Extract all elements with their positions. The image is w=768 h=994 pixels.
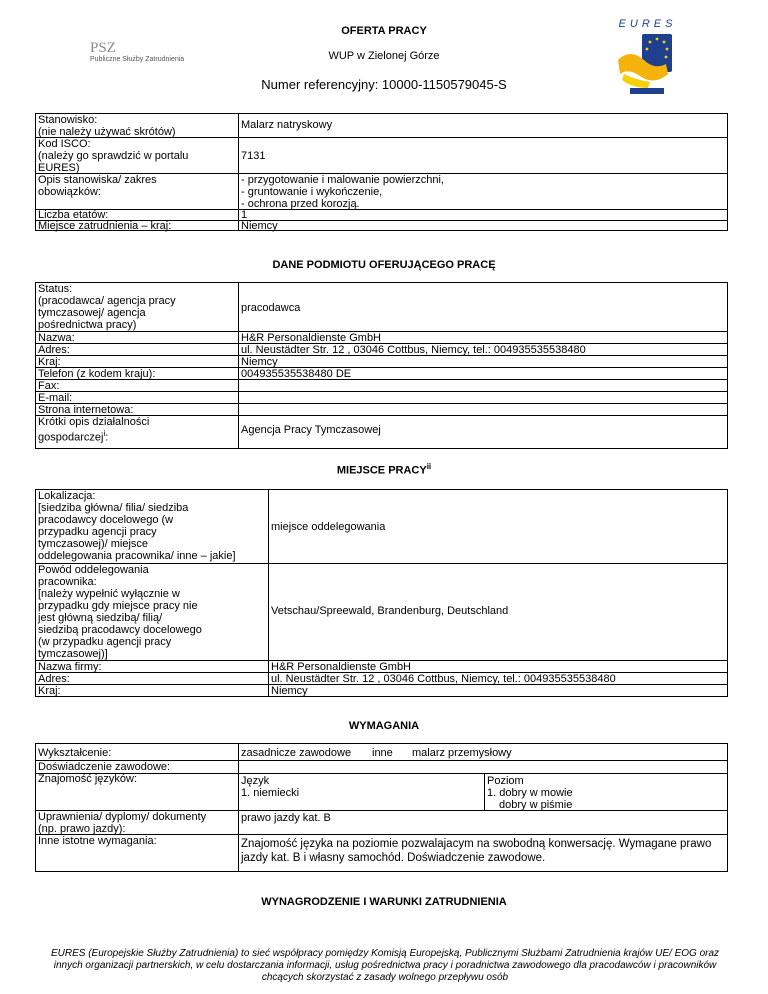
employer-email-label: E-mail: <box>38 392 73 404</box>
etaty-label: Liczba etatów: <box>38 209 109 221</box>
reason-value: Vetschau/Spreewald, Brandenburg, Deutschland <box>271 605 509 617</box>
eures-logo-text: EURES <box>618 18 677 30</box>
experience-label: Doświadczenie zawodowe: <box>38 761 171 773</box>
psz-logo-subtitle: Publiczne Służby Zatrudnienia <box>90 56 185 63</box>
permits-value: prawo jazdy kat. B <box>241 812 331 824</box>
education-value-main: zasadnicze zawodowe <box>241 747 352 759</box>
eures-logo <box>610 18 685 98</box>
education-label: Wykształcenie: <box>38 747 112 759</box>
country-label: Miejsce zatrudnienia – kraj: <box>38 220 172 232</box>
duties-value: - przygotowanie i malowanie powierzchni, - gruntowanie i wykończenie, - ochrona przed korozją. <box>241 174 444 210</box>
language-column: Język 1. niemiecki <box>241 775 300 799</box>
employer-country-value: Niemcy <box>241 356 278 368</box>
requirements-section-title: WYMAGANIA <box>348 720 420 732</box>
office-name: WUP w Zielonej Górze <box>328 50 440 62</box>
eures-emblem-icon <box>610 30 685 96</box>
psz-logo <box>90 40 200 72</box>
workplace-country-label: Kraj: <box>38 685 61 697</box>
duties-label: Opis stanowiska/ zakres obowiązków: <box>38 174 157 198</box>
workplace-section-title: MIEJSCE PRACY$^{ii}$ <box>336 462 432 477</box>
reason-label: Powód oddelegowania pracownika: [należy wypełnić wyłącznie w przypadku gdy miejsce pracy nie jest główną siedzibą/ filią/ siedzibą pracodawcy docelowego (w przypadku agencji pracy tymczasowej)] <box>38 564 202 660</box>
employer-name-value: H&R Personaldienste GmbH <box>241 332 382 344</box>
workplace-address-value: ul. Neustädter Str. 12 , 03046 Cottbus, Niemcy, tel.: 004935535538480 <box>271 673 616 685</box>
employer-address-label: Adres: <box>38 344 70 356</box>
status-label: Status: (pracodawca/ agencja pracy tymczasowej/ agencja pośrednictwa pracy) <box>38 283 176 331</box>
location-label: Lokalizacja: [siedziba główna/ filia/ siedziba pracodawcy docelowego (w przypadku agencji pracy tymczasowej)/ miejsce oddelegowania pracownika/ inne – jakie] <box>38 490 236 562</box>
education-value-other: inne <box>372 747 393 759</box>
employer-phone-value: 004935535538480 DE <box>241 368 352 380</box>
languages-label: Znajomość języków: <box>38 773 138 785</box>
salary-section-title: WYNAGRODZENIE I WARUNKI ZATRUDNIENIA <box>261 896 507 908</box>
reference-number: Numer referencyjny: 10000-1150579045-S <box>261 77 507 92</box>
psz-logo-text: PSZ <box>90 40 116 56</box>
firm-name-label: Nazwa firmy: <box>38 661 102 673</box>
stanowisko-value: Malarz natryskowy <box>241 119 333 131</box>
employer-name-label: Nazwa: <box>38 332 75 344</box>
permits-label: Uprawnienia/ dyplomy/ dokumenty (np. prawo jazdy): <box>38 811 207 835</box>
employer-activity-value: Agencja Pracy Tymczasowej <box>241 424 381 436</box>
stanowisko-label: Stanowisko: (nie należy używać skrótów) <box>38 114 176 138</box>
isco-value: 7131 <box>241 150 266 162</box>
workplace-country-value: Niemcy <box>271 685 308 697</box>
firm-name-value: H&R Personaldienste GmbH <box>271 661 412 673</box>
eures-footer-note: EURES (Europejskie Służby Zatrudnienia) to sieć współpracy pomiędzy Komisją Europejską, Publicznymi Służbami Zatrudnienia krajów UE/ EOG oraz innych organizacji partnerskich, w celu dostarczania informacji, usług pośrednictwa pracy i poradnictwa zawodowego dla pracodawców i pracowników chcących skorzystać z zasady wolnego przepływu osób <box>50 948 720 983</box>
workplace-address-label: Adres: <box>38 673 70 685</box>
country-value: Niemcy <box>241 220 278 232</box>
education-value-detail: malarz przemysłowy <box>412 747 512 759</box>
other-requirements-label: Inne istotne wymagania: <box>38 835 157 847</box>
document-title: OFERTA PRACY <box>341 25 427 37</box>
level-column: Poziom 1. dobry w mowie dobry w piśmie <box>487 775 573 811</box>
location-value: miejsce oddelegowania <box>271 521 386 533</box>
employer-phone-label: Telefon (z kodem kraju): <box>38 368 156 380</box>
other-requirements-value: Znajomość języka na poziomie pozwalajacym na swobodną konwersację. Wymagane prawo jazdy kat. B i własny samochód. Doświadczenie zawodowe. <box>241 838 712 864</box>
isco-label: Kod ISCO: (należy go sprawdzić w portalu EURES) <box>38 138 189 174</box>
employer-fax-label: Fax: <box>38 380 60 392</box>
etaty-value: 1 <box>241 209 248 221</box>
employer-web-label: Strona internetowa: <box>38 404 134 416</box>
employer-country-label: Kraj: <box>38 356 61 368</box>
employer-section-title: DANE PODMIOTU OFERUJĄCEGO PRACĘ <box>272 259 496 271</box>
status-value: pracodawca <box>241 302 301 314</box>
employer-address-value: ul. Neustädter Str. 12 , 03046 Cottbus, Niemcy, tel.: 004935535538480 <box>241 344 586 356</box>
employer-activity-label: Krótki opis działalności gospodarczej$^i$: <box>38 416 150 444</box>
